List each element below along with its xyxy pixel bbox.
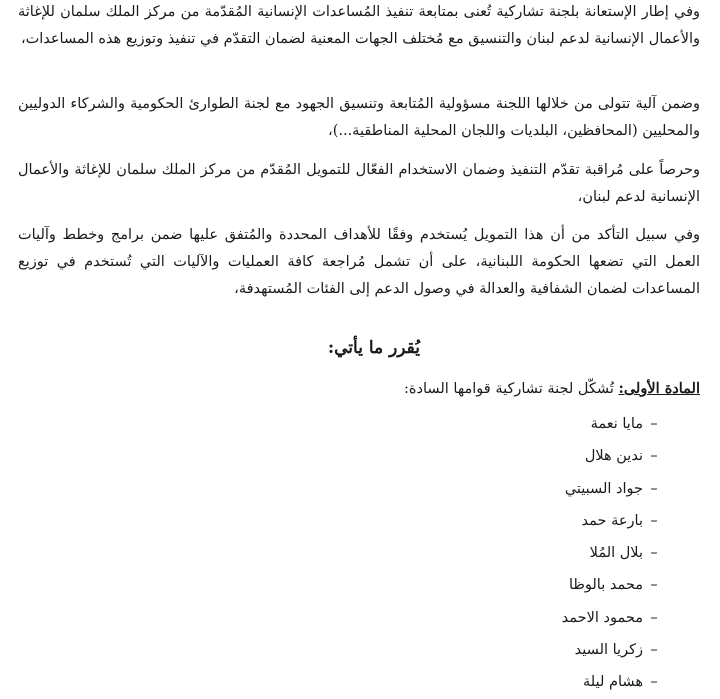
member-item: [562, 505, 665, 537]
member-name: مايا نعمة: [590, 416, 643, 432]
member-item: [562, 666, 665, 698]
members-list: [562, 408, 665, 699]
decision-heading: يُقرر ما يأتي:: [327, 338, 420, 358]
article-one-title: المادة الأولى:: [618, 380, 700, 397]
member-name: هشام ليلة: [583, 674, 643, 691]
list-dash: –: [650, 545, 658, 562]
member-item: [562, 408, 665, 440]
article-one: [404, 376, 700, 402]
preamble-paragraph-3: وحرصاً على مُراقبة تقدّم التنفيذ وضمان الاستخدام الفعّال للتمويل المُقدّم من مركز الملك سلمان للإغاثة والأعمال الإنسانية لدعم لبنان،: [18, 162, 700, 205]
member-name: محمود الاحمد: [561, 609, 643, 626]
list-dash: –: [650, 448, 658, 465]
list-dash: –: [650, 512, 658, 529]
list-dash: –: [650, 609, 658, 626]
article-one-text: تُشكّل لجنة تشاركية قوامها السادة:: [404, 381, 614, 397]
member-item: [562, 537, 665, 569]
member-name: زكريا السيد: [574, 642, 643, 659]
member-item: [562, 440, 665, 472]
preamble-paragraph-2: وضمن آلية تتولى من خلالها اللجنة مسؤولية المُتابعة وتنسيق الجهود مع لجنة الطوارئ الحكومية والشركاء الدوليين والمحليين (المحافظين، البلديات واللجان المحلية المناطقية...)،: [18, 96, 700, 139]
member-item: [562, 602, 665, 634]
member-item: [562, 473, 665, 505]
preamble-paragraph-4: وفي سبيل التأكد من أن هذا التمويل يُستخدم وفقًا للأهداف المحددة والمُتفق عليها ضمن برامج وخطط وآليات العمل التي تضعها الحكومة اللبنانية، على أن تشمل مُراجعة كافة العمليات والآليات التي تُستخدم في توزيع المساعدات لضمان الشفافية والعدالة في وصول الدعم إلى الفئات المُستهدفة،: [18, 227, 700, 297]
member-name: بارعة حمد: [581, 512, 643, 529]
list-dash: –: [650, 577, 658, 594]
member-name: بلال المُلا: [589, 545, 643, 562]
list-dash: –: [650, 480, 658, 497]
preamble-paragraph-1: وفي إطار الإستعانة بلجنة تشاركية تُعنى بمتابعة تنفيذ المُساعدات الإنسانية المُقدّمة من مركز الملك سلمان للإغاثة والأعمال الإنسانية لدعم لبنان والتنسيق مع مُختلف الجهات المعنية لضمان التقدّم في تنفيذ وتوزيع هذه المساعدات،: [18, 4, 700, 47]
list-dash: –: [650, 642, 658, 659]
member-item: [562, 569, 665, 601]
member-name: جواد السبيتي: [564, 480, 643, 497]
list-dash: –: [650, 416, 658, 432]
member-name: ندين هلال: [584, 448, 643, 465]
list-dash: –: [650, 674, 658, 691]
member-item: [562, 634, 665, 666]
member-name: محمد بالوظا: [568, 577, 643, 594]
